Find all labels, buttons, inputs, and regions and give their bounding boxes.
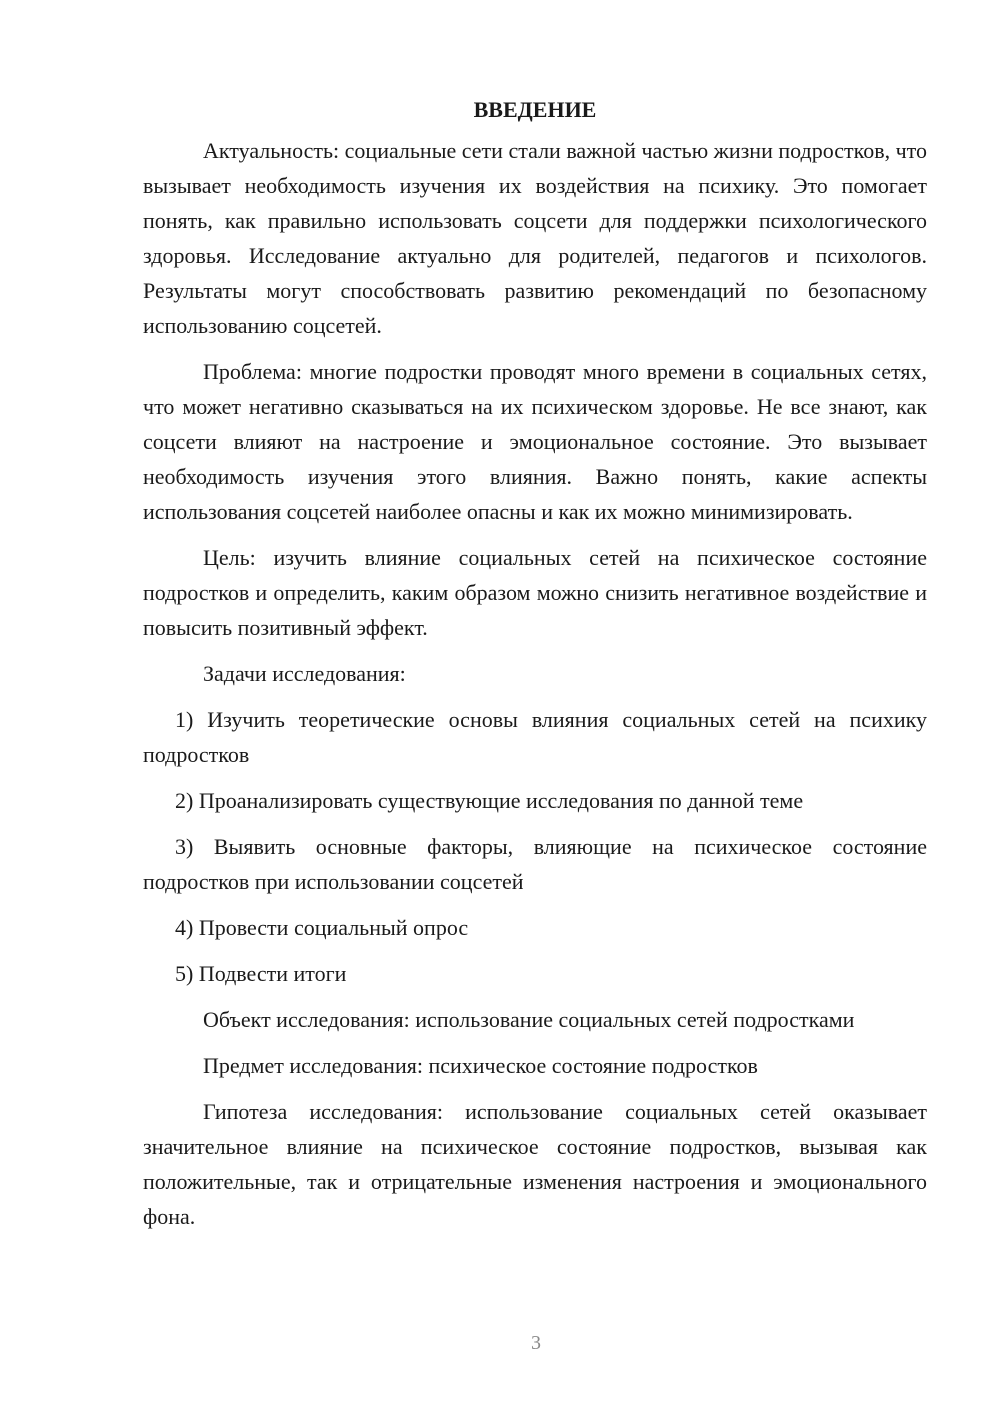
paragraph-hypothesis: Гипотеза исследования: использование социальных сетей оказывает значительное влияние на психическое состояние подростков, вызывая как положительные, так и отрицательные изменения настроения и эмоционального фона. [143, 1099, 927, 1229]
paragraph-relevance: Актуальность: социальные сети стали важной частью жизни подростков, что вызывает необходимость изучения их воздействия на психику. Это помогает понять, как правильно использовать соцсети для поддержки психологического здоровья. Исследование актуально для родителей, педагогов и психологов. Результаты могут способствовать развитию рекомендаций по безопасному использованию соцсетей. [143, 138, 927, 338]
list-item: 3) Выявить основные факторы, влияющие на психическое состояние подростков при использовании соцсетей [143, 834, 927, 894]
list-item: 5) Подвести итоги [175, 961, 347, 986]
paragraph-tasks-heading: Задачи исследования: [203, 661, 406, 686]
tasks-list [143, 702, 927, 991]
document-page [143, 92, 927, 1245]
paragraph-goal: Цель: изучить влияние социальных сетей на психическое состояние подростков и определить, каким образом можно снизить негативное воздействие и повысить позитивный эффект. [143, 545, 927, 640]
paragraph-problem: Проблема: многие подростки проводят много времени в социальных сетях, что может негативно сказываться на их психическом здоровье. Не все знают, как соцсети влияют на настроение и эмоциональное состояние. Это вызывает необходимость изучения этого влияния. Важно понять, какие аспекты использования соцсетей наиболее опасны и как их можно минимизировать. [143, 359, 927, 524]
list-item: 1) Изучить теоретические основы влияния социальных сетей на психику подростков [143, 707, 927, 767]
page-number: 3 [531, 1332, 541, 1354]
section-title: ВВЕДЕНИЕ [473, 97, 597, 122]
list-item: 4) Провести социальный опрос [175, 915, 469, 940]
paragraph-subject: Предмет исследования: психическое состояние подростков [203, 1053, 758, 1078]
paragraph-object: Объект исследования: использование социальных сетей подростками [203, 1007, 855, 1032]
list-item: 2) Проанализировать существующие исследования по данной теме [175, 788, 804, 813]
